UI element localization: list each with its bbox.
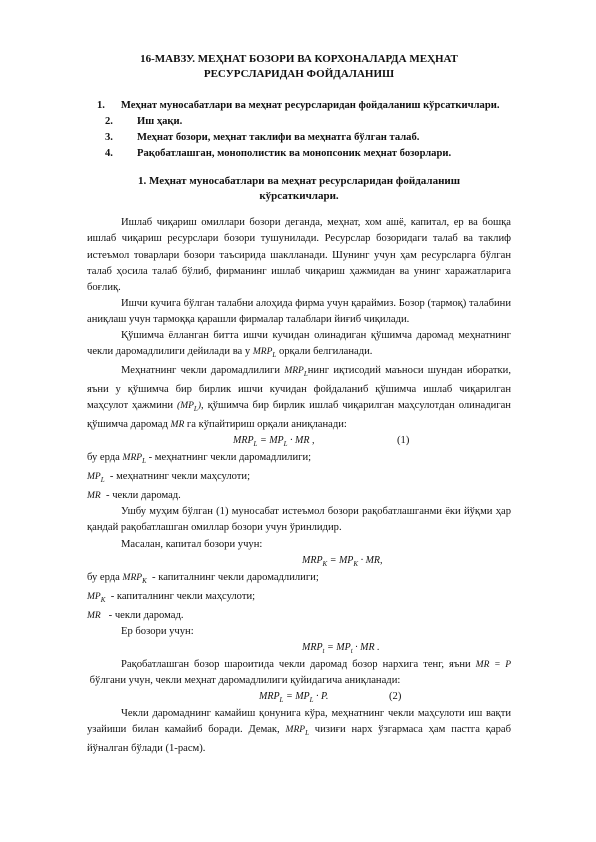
outline-item-3: 3. Меҳнат бозори, меҳнат таклифи ва меҳнатга бўлган талаб. [105, 132, 420, 144]
equation-2-number: (2) [389, 690, 402, 702]
definition-mr: MR - чекли даромад. [87, 490, 181, 502]
equation-land-formula: $MRP_t = MP_t$ · MR . [302, 641, 380, 655]
definition-mrp-labor: бу ерда $MRP_L$ - меҳнатнинг чекли даромадлилиги; [87, 452, 312, 466]
definition-mp-labor: $MP_L$ - меҳнатнинг чекли маҳсулоти; [87, 471, 251, 485]
definition-mp-capital: $MP_K$ - капиталнинг чекли маҳсулоти; [87, 590, 256, 604]
section-heading-line-1: 1. Меҳнат муносабатлари ва меҳнат ресурсларидан фойдаланиш [137, 175, 461, 188]
equation-1 [87, 433, 511, 450]
equation-2-formula: $MRP_L = MP_L \cdot P$. [259, 690, 329, 704]
paragraph-9: Чекли даромаднинг камайиш қонунига кўра, меҳнатнинг чекли маҳсулоти иш вақти узайиши билан камайиб боради. Демак, $MRP_L$ чизиғи нарх ўзгармаса ҳам пастга қараб йўналган бўлади (1-расм). [87, 707, 511, 755]
outline-item-1: 1. Меҳнат муносабатлари ва меҳнат ресурсларидан фойдаланиш кўрсаткичлари. [97, 100, 500, 111]
paragraph-2: Ишчи кучига бўлган талабни алоҳида фирма учун қараймиз. Бозор (тармоқ) талабини аниқлаш учун тармоққа қарашли фирмалар талаблари йиғиб чиқилади. [87, 297, 511, 325]
equation-capital-formula: $MRP_K = MP_K$ · MR, [302, 554, 383, 568]
paragraph-3: Қўшимча ёлланган битта ишчи кучидан олинадиган қўшимча даромад меҳнатнинг чекли даромадлилиги дейилади ва у $MRP_L$ орқали белгиланади. [87, 330, 511, 360]
paragraph-4: Меҳнатнинг чекли даромадлилиги $MRP_Lнинг$ иқтисодий маъноси шундан иборатки, яъни у қўшимча бир бирлик ишчи кучидан фойдаланиб қўшимча ишлаб чиқарилган маҳсулот ҳажмини $(MP_L)$, қўшимча бир бирлик ишлаб чиқарилган маҳсулотдан олинадиган қўшимча даромад MR га кўпайтириш орқали аниқланади: [87, 365, 512, 431]
outline-item-2: 2. Иш ҳақи. [105, 116, 183, 128]
paragraph-5: Ушбу муҳим бўлган (1) муносабат истеъмол бозори рақобатлашганми ёки йўқми ҳар қандай рақобатлашган омиллар бозори учун ўринлидир. [87, 506, 511, 534]
section-heading-line-2: кўрсаткичлари. [259, 190, 339, 203]
document-page [87, 52, 511, 757]
title-line-1: 16-МАВЗУ. МЕҲНАТ БОЗОРИ ВА КОРХОНАЛАРДА МЕҲНАТ [140, 53, 458, 65]
equation-land [87, 640, 511, 657]
paragraph-8: Рақобатлашган бозор шароитида чекли даромад бозор нархига тенг, яъни MR = P бўлгани учун, чекли меҳнат даромадлилиги қуйидагича аниқланади: [89, 658, 511, 686]
topic-outline [87, 98, 511, 162]
paragraph-6: Масалан, капитал бозори учун: [121, 538, 263, 550]
paragraph-7: Ер бозори учун: [121, 625, 194, 637]
equation-1-formula: $MRP_L = MP_L$ · MR , [233, 435, 315, 449]
paragraph-1: Ишлаб чиқариш омиллари бозори деганда, меҳнат, хом ашё, капитал, ер ва бошқа ишлаб чиқариш ресурслари бозори тушунилади. Ресурслар бозоридаги талаб ва таклиф истеъмол товарлари бозори таъсирида шаклланади. Шунинг учун ҳам ресурсларга бўлган талаб ҳосила талаб бўлиб, фирманинг ишлаб чиқариш ҳажмидан ва унинг харажатларига боғлиқ. [87, 217, 511, 293]
definition-mr-2: MR - чекли даромад. [87, 609, 184, 621]
title-line-2: РЕСУРСЛАРИДАН ФОЙДАЛАНИШ [203, 68, 395, 80]
outline-item-4: 4. Рақобатлашган, монополистик ва монопсоник меҳнат бозорлари. [105, 148, 452, 160]
equation-2 [87, 689, 511, 706]
definition-mrp-capital: бу ерда $MRP_K$ - капиталнинг чекли даромадлилиги; [87, 571, 319, 585]
equation-capital [87, 553, 511, 570]
equation-1-number: (1) [397, 435, 410, 447]
